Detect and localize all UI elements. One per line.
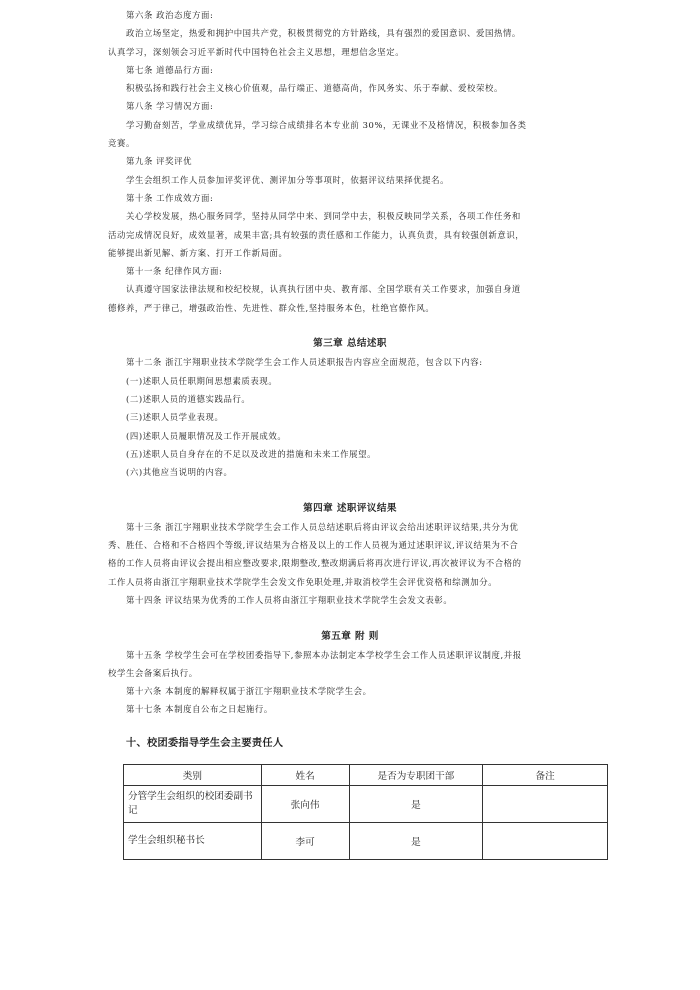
cell-category: 分管学生会组织的校团委副书记 <box>124 786 262 823</box>
chapter-heading: 第三章 总结述职 <box>313 338 387 350</box>
section-title: 十、校团委指导学生会主要责任人 <box>126 738 284 749</box>
text-line: 第十二条 浙江宇翔职业技术学院学生会工作人员述职报告内容应全面规范，包含以下内容: <box>126 357 483 368</box>
table-row <box>124 823 608 860</box>
text-line: 第十六条 本制度的解释权属于浙江宇翔职业技术学院学生会。 <box>126 686 372 697</box>
text-line: (三)述职人员学业表现。 <box>126 412 224 423</box>
text-line: 政治立场坚定，热爱和拥护中国共产党，积极贯彻党的方针路线，具有强烈的爱国意识、爱国热情。 <box>126 28 521 39</box>
header-fulltime: 是否为专职团干部 <box>349 765 483 786</box>
text-line: 第六条 政治态度方面: <box>126 10 214 20</box>
text-line: 能够提出新见解、新方案、打开工作新局面。 <box>108 247 288 258</box>
text-line: 第十条 工作成效方面: <box>126 192 214 203</box>
text-line: (五)述职人员自身存在的不足以及改进的措施和未来工作展望。 <box>126 448 377 459</box>
text-line: 积极弘扬和践行社会主义核心价值观，品行端正、道德高尚，作风务实、乐于奉献、爱校荣校。 <box>126 83 503 94</box>
text-line: 第九条 评奖评优 <box>126 156 193 167</box>
text-line: 第七条 道德品行方面: <box>126 64 214 75</box>
table-row <box>124 786 608 823</box>
text-line: 认真学习，深刻领会习近平新时代中国特色社会主义思想，理想信念坚定。 <box>108 46 405 57</box>
header-name: 姓名 <box>261 765 349 786</box>
text-line: 关心学校发展，热心服务同学，坚持从同学中来、到同学中去，积极反映同学关系，各项工作任务和 <box>126 211 521 222</box>
text-line: 认真遵守国家法律法规和校纪校规，认真执行团中央、教育部、全国学联有关工作要求，加强自身道 <box>126 284 521 295</box>
header-category: 类别 <box>124 765 262 786</box>
text-line: 第八条 学习情况方面: <box>126 101 214 112</box>
text-line: 活动完成情况良好，成效显著，成果丰富;具有较强的责任感和工作能力，认真负责，具有较强创新意识， <box>108 229 525 240</box>
cell-note <box>483 823 608 860</box>
text-line: 第十一条 纪律作风方面: <box>126 266 223 277</box>
text-line <box>108 481 592 499</box>
text-line: 德修养，严于律己，增强政治性、先进性、群众性,坚持服务本色，杜绝官僚作风。 <box>108 302 435 313</box>
text-line: 学生会组织工作人员参加评奖评优、测评加分等事项时，依据评议结果择优提名。 <box>126 174 450 185</box>
header-note: 备注 <box>483 765 608 786</box>
text-line: 第十四条 评议结果为优秀的工作人员将由浙江宇翔职业技术学院学生会发文表彰。 <box>126 594 453 605</box>
cell-fulltime: 是 <box>349 786 483 823</box>
text-line <box>108 317 592 335</box>
text-line: (二)述职人员的道德实践品行。 <box>126 393 251 404</box>
text-line: 竞赛。 <box>108 138 135 149</box>
cell-name: 李可 <box>261 823 349 860</box>
cell-fulltime: 是 <box>349 823 483 860</box>
text-line: 第十五条 学校学生会可在学校团委指导下,参照本办法制定本学校学生会工作人员述职评议制度,并报 <box>126 649 522 660</box>
text-line: 第十七条 本制度自公布之日起施行。 <box>126 704 273 715</box>
cell-note <box>483 786 608 823</box>
text-line: (一)述职人员任职期间思想素质表现。 <box>126 375 278 386</box>
text-line: (四)述职人员履职情况及工作开展成效。 <box>126 430 287 441</box>
chapter-heading: 第四章 述职评议结果 <box>303 502 397 514</box>
table-header-row <box>124 765 608 786</box>
cell-category: 学生会组织秘书长 <box>124 823 262 860</box>
text-line: 校学生会备案后执行。 <box>108 667 198 678</box>
text-line: 秀、胜任、合格和不合格四个等级,评议结果为合格及以上的工作人员视为通过述职评议,评议结果为不合 <box>108 540 519 551</box>
text-line: 第十三条 浙江宇翔职业技术学院学生会工作人员总结述职后将由评议会给出述职评议结果,共分为优 <box>126 521 519 532</box>
text-line: 格的工作人员将由评议会提出相应整改要求,限期整改,整改期满后将再次进行评议,再次被评议为不合格的 <box>108 558 522 569</box>
text-line: (六)其他应当说明的内容。 <box>126 467 233 478</box>
chapter-heading: 第五章 附 则 <box>321 630 379 642</box>
text-line <box>108 609 592 627</box>
responsible-persons-table <box>123 764 608 860</box>
document-body <box>108 6 592 719</box>
text-line: 工作人员将由浙江宇翔职业技术学院学生会发文作免职处理,并取消校学生会评优资格和综测加分。 <box>108 576 498 587</box>
text-line: 学习勤奋刻苦，学业成绩优异，学习综合成绩排名本专业前 30%，无课业不及格情况，积极参加各类 <box>126 119 527 130</box>
cell-name: 张向伟 <box>261 786 349 823</box>
